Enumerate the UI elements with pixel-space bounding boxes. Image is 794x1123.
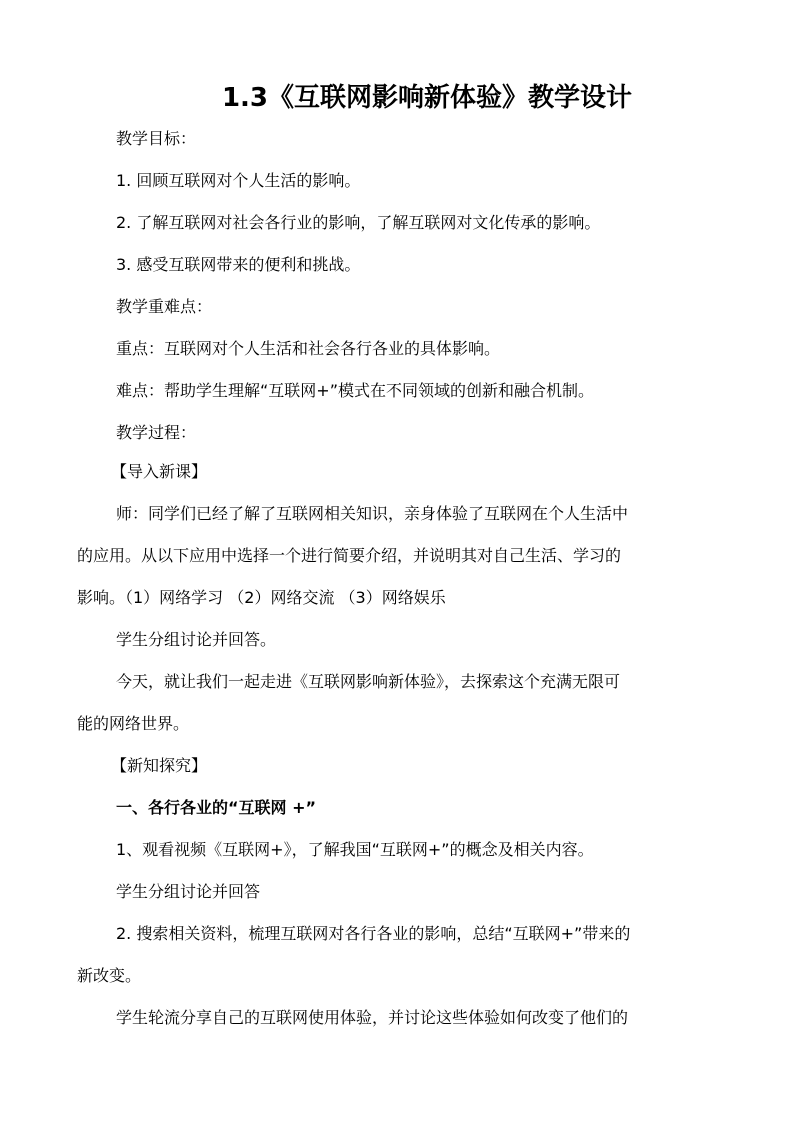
paragraph-student-sharing: 学生轮流分享自己的互联网使用体验，并讨论这些体验如何改变了他们的 [116, 1008, 629, 1027]
heading-key-difficult-points: 教学重难点： [116, 297, 213, 316]
activity-item-2-line-1: 2. 搜索相关资料，梳理互联网对各行各业的影响，总结“互联网+”带来的 [116, 924, 631, 943]
goal-item-3: 3. 感受互联网带来的便利和挑战。 [116, 255, 361, 274]
key-point-text: 重点：互联网对个人生活和社会各行各业的具体影响。 [116, 339, 501, 358]
section-new-knowledge: 【新知探究】 [111, 756, 208, 775]
paragraph-today-line-1: 今天，就让我们一起走进《互联网影响新体验》，去探索这个充满无限可 [116, 672, 621, 691]
paragraph-teacher-line-2: 的应用。从以下应用中选择一个进行简要介绍，并说明其对自己生活、学习的 [77, 546, 622, 565]
document-title: 1.3《互联网影响新体验》教学设计 [221, 83, 633, 113]
paragraph-student-discussion-2: 学生分组讨论并回答 [116, 882, 261, 901]
difficult-point-text: 难点：帮助学生理解“互联网+”模式在不同领域的创新和融合机制。 [116, 381, 594, 400]
activity-item-1: 1、观看视频《互联网+》，了解我国“互联网+”的概念及相关内容。 [116, 840, 594, 859]
subsection-internet-plus-heading: 一、各行各业的“互联网 +” [116, 798, 317, 817]
paragraph-student-discussion: 学生分组讨论并回答。 [116, 630, 277, 649]
section-intro-new-lesson: 【导入新课】 [111, 462, 208, 481]
activity-item-2-line-2: 新改变。 [77, 966, 142, 985]
paragraph-today-line-2: 能的网络世界。 [77, 714, 190, 733]
paragraph-teacher-line-3: 影响。（1）网络学习 （2）网络交流 （3）网络娱乐 [77, 588, 446, 607]
heading-teaching-process: 教学过程： [116, 423, 197, 442]
goal-item-2: 2. 了解互联网对社会各行业的影响，了解互联网对文化传承的影响。 [116, 213, 601, 232]
paragraph-teacher-line-1: 师：同学们已经了解了互联网相关知识，亲身体验了互联网在个人生活中 [116, 504, 629, 523]
heading-teaching-goals: 教学目标： [116, 129, 197, 148]
goal-item-1: 1. 回顾互联网对个人生活的影响。 [116, 171, 361, 190]
